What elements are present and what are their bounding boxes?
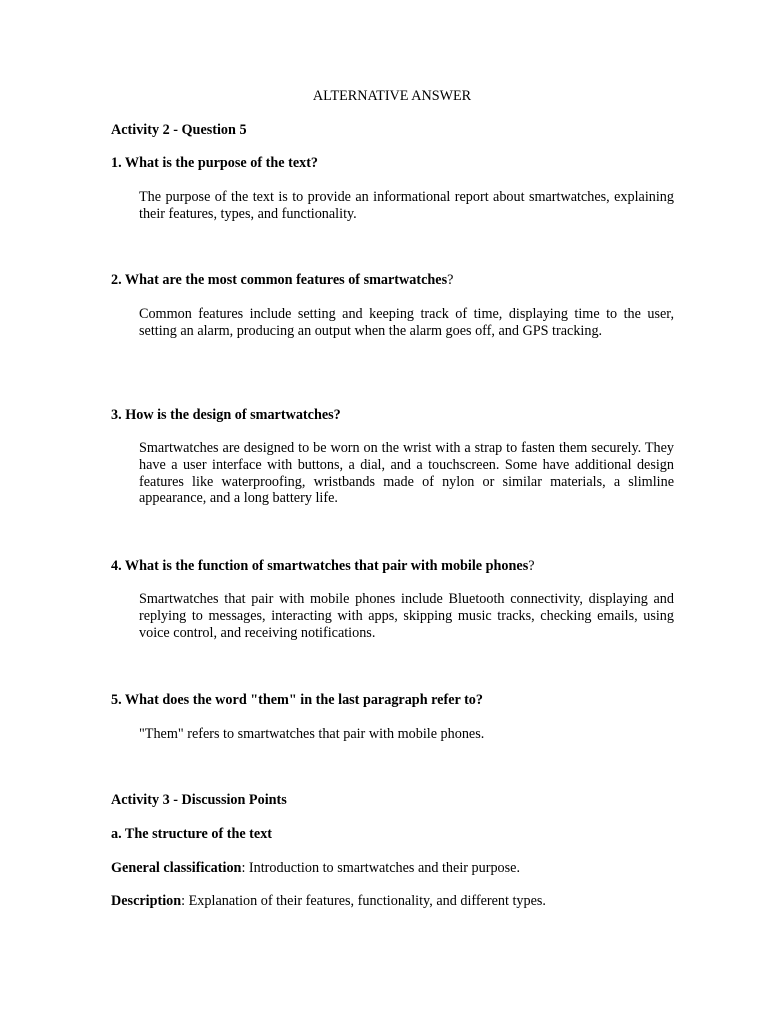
question-5 — [111, 692, 691, 709]
activity3-heading-text: Activity 3 - Discussion Points — [111, 792, 287, 808]
activity2-heading-text: Activity 2 - Question 5 — [111, 122, 247, 138]
answer-2: Common features include setting and keeping track of time, displaying time to the user, setting an alarm, producing an output when the alarm goes off, and GPS tracking. — [139, 306, 674, 339]
activity3-subheading — [111, 826, 691, 843]
question-2-suffix: ? — [447, 272, 454, 288]
discussion-point-2-text: : Explanation of their features, functionality, and different types. — [181, 893, 546, 909]
question-2-text: 2. What are the most common features of smartwatches — [111, 272, 448, 288]
answer-5: "Them" refers to smartwatches that pair with mobile phones. — [139, 726, 485, 742]
discussion-point-1-term: General classification — [111, 860, 242, 876]
discussion-point-1 — [111, 860, 691, 877]
answer-3: Smartwatches are designed to be worn on the wrist with a strap to fasten them securely. They have a user interface with buttons, a dial, and a touchscreen. Some have additional design features like waterproofing, wristbands made of nylon or similar materials, a slimline appearance, and a long battery life. — [139, 440, 674, 507]
discussion-point-2 — [111, 893, 691, 910]
question-1 — [111, 155, 691, 172]
question-4-text: 4. What is the function of smartwatches that pair with mobile phones — [111, 558, 529, 574]
activity3-subheading-text: a. The structure of the text — [111, 826, 273, 842]
question-2 — [111, 272, 691, 289]
discussion-point-2-term: Description — [111, 893, 182, 909]
answer-4: Smartwatches that pair with mobile phones include Bluetooth connectivity, displaying and replying to messages, interacting with apps, skipping music tracks, checking emails, using voice control, and receiving notifications. — [139, 591, 674, 641]
question-4-suffix: ? — [528, 558, 535, 574]
question-5-text: 5. What does the word "them" in the last paragraph refer to? — [111, 692, 483, 708]
activity2-heading — [111, 122, 691, 139]
answer-1: The purpose of the text is to provide an informational report about smartwatches, explaining their features, types, and functionality. — [139, 189, 674, 222]
question-1-text: 1. What is the purpose of the text? — [111, 155, 319, 171]
document-title: ALTERNATIVE ANSWER — [312, 88, 472, 104]
question-4 — [111, 558, 691, 575]
question-3 — [111, 407, 691, 424]
activity3-heading — [111, 792, 691, 809]
question-3-text: 3. How is the design of smartwatches? — [111, 407, 341, 423]
discussion-point-1-text: : Introduction to smartwatches and their purpose. — [241, 860, 520, 876]
